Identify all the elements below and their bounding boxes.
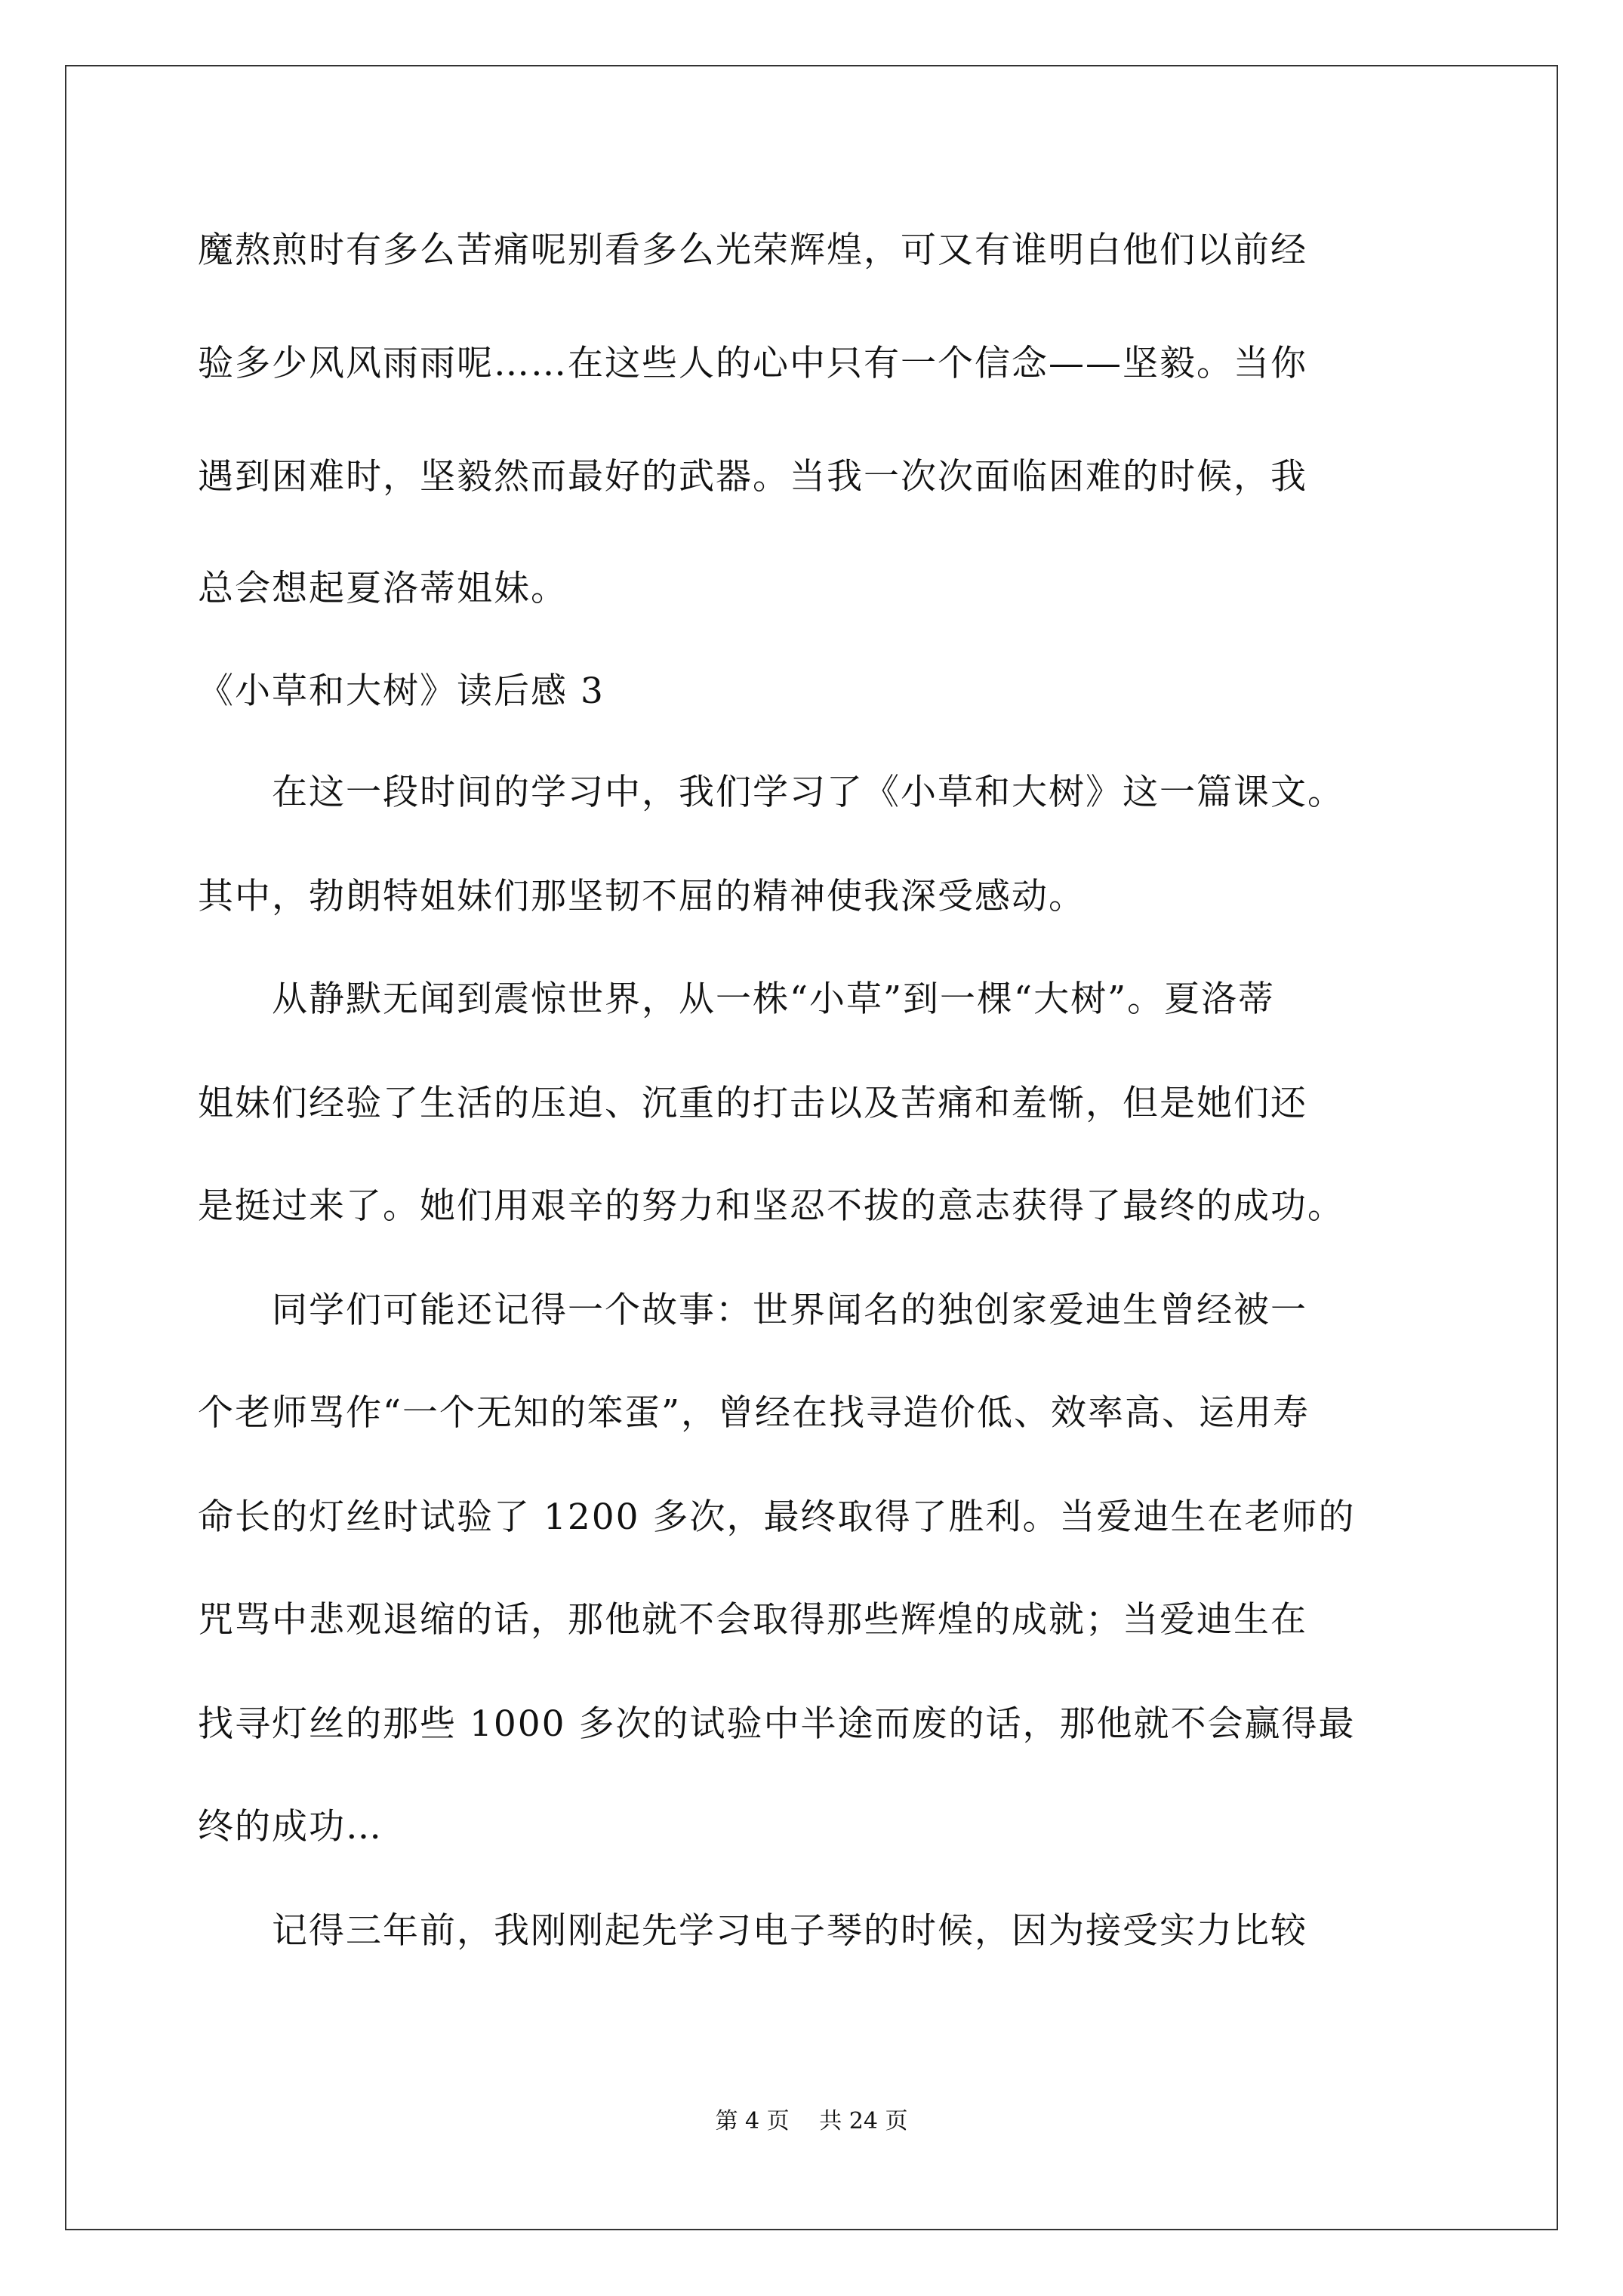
body-line: 总会想起夏洛蒂姐妹。 xyxy=(198,568,568,609)
body-line: 在这一段时间的学习中，我们学习了《小草和大树》这一篇课文。 xyxy=(198,772,1344,813)
page-border xyxy=(65,65,1558,2230)
body-line: 姐妹们经验了生活的压迫、沉重的打击以及苦痛和羞惭，但是她们还 xyxy=(198,1083,1307,1124)
body-line: 遇到困难时，坚毅然而最好的武器。当我一次次面临困难的时候，我 xyxy=(198,456,1307,498)
body-line: 找寻灯丝的那些 1000 多次的试验中半途而废的话，那他就不会赢得最 xyxy=(198,1703,1356,1745)
body-line: 同学们可能还记得一个故事：世界闻名的独创家爱迪生曾经被一 xyxy=(198,1290,1307,1331)
body-line: 记得三年前，我刚刚起先学习电子琴的时候，因为接受实力比较 xyxy=(198,1910,1307,1952)
section-heading: 《小草和大树》读后感 3 xyxy=(198,670,605,712)
body-line: 其中，勃朗特姐妹们那坚韧不屈的精神使我深受感动。 xyxy=(198,876,1086,917)
body-line: 个老师骂作“一个无知的笨蛋”，曾经在找寻造价低、效率高、运用寿 xyxy=(198,1392,1310,1434)
body-line: 咒骂中悲观退缩的话，那他就不会取得那些辉煌的成就；当爱迪生在 xyxy=(198,1599,1307,1641)
body-line: 从静默无闻到震惊世界，从一株“小草”到一棵“大树”。夏洛蒂 xyxy=(198,978,1276,1020)
page-footer: 第 4 页 共 24 页 xyxy=(715,2108,908,2134)
body-line: 命长的灯丝时试验了 1200 多次，最终取得了胜利。当爱迪生在老师的 xyxy=(198,1496,1356,1538)
body-line: 验多少风风雨雨呢……在这些人的心中只有一个信念——坚毅。当你 xyxy=(198,343,1307,384)
body-line: 魔熬煎时有多么苦痛呢别看多么光荣辉煌，可又有谁明白他们以前经 xyxy=(198,230,1307,271)
body-line: 终的成功… xyxy=(198,1806,383,1848)
body-line: 是挺过来了。她们用艰辛的努力和坚忍不拔的意志获得了最终的成功。 xyxy=(198,1185,1344,1227)
